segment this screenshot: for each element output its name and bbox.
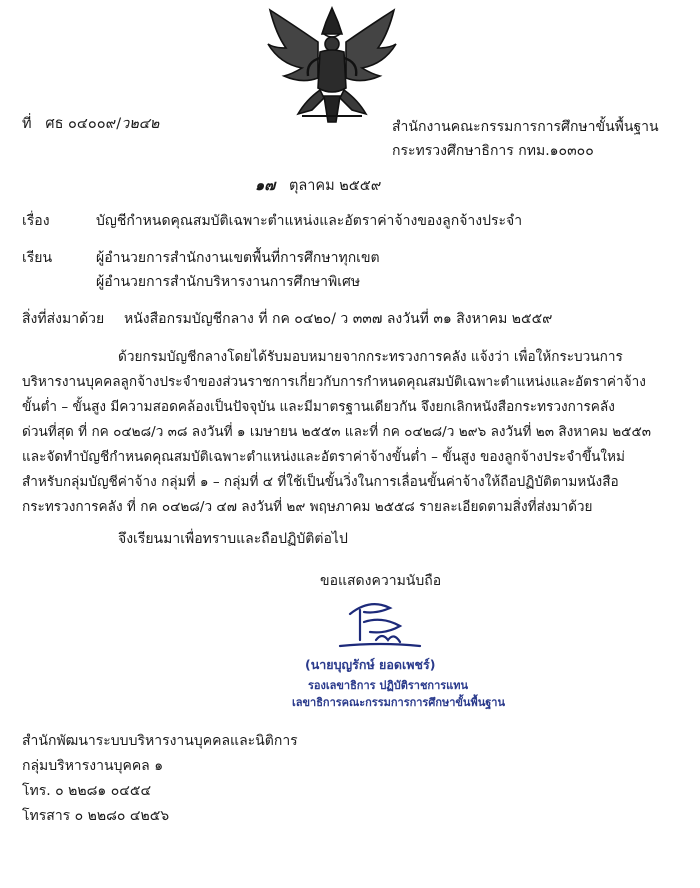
agency-line-1: สำนักงานคณะกรรมการการศึกษาขั้นพื้นฐาน bbox=[392, 119, 659, 135]
document-date bbox=[255, 174, 381, 197]
regards-text: ขอแสดงความนับถือ bbox=[320, 573, 442, 589]
body-line-1: ด้วยกรมบัญชีกลางโดยได้รับมอบหมายจากกระทรวงการคลัง แจ้งว่า เพื่อให้กระบวนการ bbox=[118, 349, 623, 365]
signer-name: (นายบุญรักษ์ ยอดเพชร์) bbox=[305, 657, 436, 672]
closing-line: จึงเรียนมาเพื่อทราบและถือปฏิบัติต่อไป bbox=[118, 531, 348, 547]
footer-office: สำนักพัฒนาระบบบริหารงานบุคคลและนิติการ bbox=[22, 733, 298, 749]
enclosure-label: สิ่งที่ส่งมาด้วย bbox=[22, 311, 105, 327]
ref-code: ศธ ๐๔๐๐๙/ bbox=[45, 116, 122, 132]
body-line-3: ขั้นต่ำ – ขั้นสูง มีความสอดคล้องเป็นปัจจุบัน และมีมาตรฐานเดียวกัน จึงยกเลิกหนังสือกระทรวงการคลัง bbox=[22, 399, 615, 415]
body-line-2: บริหารงานบุคคลลูกจ้างประจำของส่วนราชการเกี่ยวกับการกำหนดคุณสมบัติเฉพาะตำแหน่งและอัตราค่าจ้าง bbox=[22, 374, 646, 390]
footer-tel: โทร. ๐ ๒๒๘๑ ๐๔๕๔ bbox=[22, 783, 152, 799]
to-line-2: ผู้อำนวยการสำนักบริหารงานการศึกษาพิเศษ bbox=[96, 274, 361, 290]
footer-group: กลุ่มบริหารงานบุคคล ๑ bbox=[22, 758, 164, 774]
body-line-6: สำหรับกลุ่มบัญชีค่าจ้าง กลุ่มที่ ๑ – กลุ่มที่ ๔ ที่ใช้เป็นขั้นวิ่งในการเลื่อนขั้นค่าจ้างให้ถือปฏิบัติตามหนังสือ bbox=[22, 474, 619, 490]
ref-label: ที่ bbox=[22, 116, 32, 132]
body-line-4: ด่วนที่สุด ที่ กค ๐๔๒๘/ว ๓๘ ลงวันที่ ๑ เมษายน ๒๕๕๓ และที่ กค ๐๔๒๘/ว ๒๙๖ ลงวันที่ ๒๓ สิงหาคม ๒๕๕๓ bbox=[22, 424, 652, 440]
signer-title-2: เลขาธิการคณะกรรมการการศึกษาขั้นพื้นฐาน bbox=[292, 696, 505, 709]
subject-text: บัญชีกำหนดคุณสมบัติเฉพาะตำแหน่งและอัตราค่าจ้างของลูกจ้างประจำ bbox=[96, 213, 523, 229]
ref-handwritten-number: ว๒๔๒ bbox=[121, 116, 160, 132]
body-paragraph bbox=[22, 345, 682, 520]
agency-line-2: กระทรวงศึกษาธิการ กทม.๑๐๓๐๐ bbox=[392, 143, 594, 159]
reference-line bbox=[22, 112, 159, 135]
footer-fax: โทรสาร ๐ ๒๒๘๐ ๔๒๕๖ bbox=[22, 808, 170, 824]
body-line-5: และจัดทำบัญชีกำหนดคุณสมบัติเฉพาะตำแหน่งและอัตราค่าจ้างขั้นต่ำ – ขั้นสูง ของลูกจ้างประจำขึ้นใหม่ bbox=[22, 449, 625, 465]
body-line-7: กระทรวงการคลัง ที่ กค ๐๔๒๘/ว ๔๗ ลงวันที่ ๒๙ พฤษภาคม ๒๕๕๘ รายละเอียดตามสิ่งที่ส่งมาด้วย bbox=[22, 499, 593, 515]
date-month-year: ตุลาคม ๒๕๕๙ bbox=[288, 178, 382, 194]
handwritten-signature bbox=[320, 592, 440, 652]
signer-title-1: รองเลขาธิการ ปฏิบัติราชการแทน bbox=[308, 679, 469, 692]
date-day-handwritten: ๑๗ bbox=[255, 178, 276, 194]
to-line-1: ผู้อำนวยการสำนักงานเขตพื้นที่การศึกษาทุกเขต bbox=[96, 250, 380, 266]
subject-label: เรื่อง bbox=[22, 213, 50, 229]
to-label: เรียน bbox=[22, 250, 53, 266]
garuda-emblem-icon bbox=[262, 4, 402, 126]
enclosure-text: หนังสือกรมบัญชีกลาง ที่ กค ๐๔๒๐/ ว ๓๓๗ ลงวันที่ ๓๑ สิงหาคม ๒๕๕๙ bbox=[124, 311, 553, 327]
